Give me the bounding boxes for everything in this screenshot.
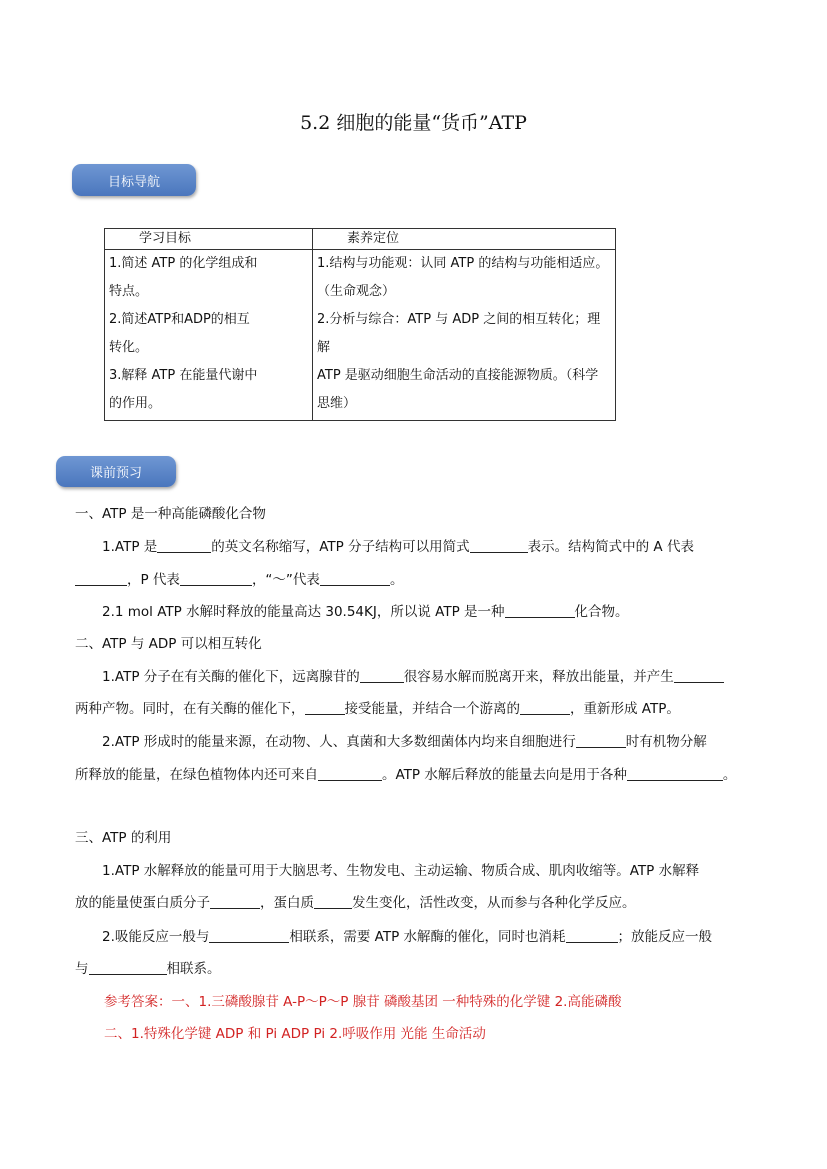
fill-blank[interactable] <box>566 928 618 943</box>
section-3-para-2: 2.吸能反应一般与 相联系，需要 ATP 水解酶的催化，同时也消耗 ；放能反应一般 <box>102 929 713 945</box>
goal-line: 的作用。 <box>109 396 162 411</box>
table-header-literacy: 素养定位 <box>313 229 616 250</box>
section-3-heading: 三、ATP 的利用 <box>75 830 172 846</box>
literacy-line: （生命观念） <box>317 284 396 299</box>
fill-blank[interactable] <box>210 894 260 909</box>
fill-blank[interactable] <box>505 603 575 618</box>
literacy-line: 思维） <box>317 396 357 411</box>
goal-line: 特点。 <box>109 284 149 299</box>
section-3-para-1-cont: 放的能量使蛋白质分子 ，蛋白质 发生变化，活性改变，从而参与各种化学反应。 <box>75 895 636 911</box>
fill-blank[interactable] <box>674 668 724 683</box>
answer-line-2: 二、1.特殊化学键 ADP 和 Pi ADP Pi 2.呼吸作用 光能 生命活动 <box>104 1026 486 1042</box>
goal-nav-badge: 目标导航 <box>72 164 196 196</box>
section-1-para-1-cont: ，P 代表 ，“～”代表 。 <box>75 568 765 588</box>
fill-blank[interactable] <box>75 571 127 586</box>
goal-line: 转化。 <box>109 340 149 355</box>
fill-blank[interactable] <box>89 960 167 975</box>
table-header-goals: 学习目标 <box>105 229 313 250</box>
table-row <box>105 250 616 421</box>
section-1-para-2: 2.1 mol ATP 水解时释放的能量高达 30.54KJ，所以说 ATP 是一种 化合物。 <box>102 604 629 620</box>
fill-blank[interactable] <box>627 766 723 781</box>
fill-blank[interactable] <box>520 700 570 715</box>
section-2-para-1: 1.ATP 分子在有关酶的催化下，远离腺苷的 很容易水解而脱离开来，释放出能量，并产生 <box>102 665 792 685</box>
fill-blank[interactable] <box>314 894 352 909</box>
goals-table <box>104 228 616 421</box>
fill-blank[interactable] <box>157 538 211 553</box>
section-2-para-2-cont: 所释放的能量，在绿色植物体内还可来自 。ATP 水解后释放的能量去向是用于各种 。 <box>75 767 737 783</box>
fill-blank[interactable] <box>180 571 252 586</box>
literacy-cell <box>313 250 616 421</box>
section-2-para-2: 2.ATP 形成时的能量来源，在动物、人、真菌和大多数细菌体内均来自细胞进行 时有机物分解 <box>102 734 707 750</box>
fill-blank[interactable] <box>305 700 345 715</box>
section-1-para-1: 1.ATP 是 的英文名称缩写，ATP 分子结构可以用简式 表示。结构简式中的 A 代表 <box>102 539 694 555</box>
table-header-row <box>105 229 616 250</box>
section-2-para-1-cont: 两种产物。同时，在有关酶的催化下， 接受能量，并结合一个游离的 ，重新形成 ATP。 <box>75 701 680 717</box>
literacy-line: ATP 是驱动细胞生命活动的直接能源物质。（科学 <box>317 368 599 383</box>
fill-blank[interactable] <box>470 538 528 553</box>
answer-line-1: 参考答案：一、1.三磷酸腺苷 A-P～P～P 腺苷 磷酸基团 一种特殊的化学键 2.高能磷酸 <box>104 994 622 1010</box>
section-1-heading: 一、ATP 是一种高能磷酸化合物 <box>75 506 266 522</box>
section-2-heading: 二、ATP 与 ADP 可以相互转化 <box>75 636 262 652</box>
fill-blank[interactable] <box>318 766 382 781</box>
literacy-line: 2.分析与综合：ATP 与 ADP 之间的相互转化；理解 <box>317 312 601 355</box>
goal-line: 1.简述 ATP 的化学组成和 <box>109 256 258 271</box>
literacy-line: 1.结构与功能观：认同 ATP 的结构与功能相适应。 <box>317 256 609 271</box>
fill-blank[interactable] <box>320 571 390 586</box>
fill-blank[interactable] <box>360 668 404 683</box>
section-3-para-2-cont: 与 相联系。 <box>75 961 221 977</box>
page-title: 5.2 细胞的能量“货币”ATP <box>300 112 527 134</box>
section-3-para-1: 1.ATP 水解释放的能量可用于大脑思考、生物发电、主动运输、物质合成、肌肉收缩等。ATP 水解释 <box>102 863 700 879</box>
goal-line: 2.简述ATP和ADP的相互 <box>109 312 250 327</box>
fill-blank[interactable] <box>209 928 289 943</box>
goals-cell <box>105 250 313 421</box>
fill-blank[interactable] <box>576 733 626 748</box>
goal-line: 3.解释 ATP 在能量代谢中 <box>109 368 258 383</box>
preview-badge: 课前预习 <box>56 456 176 487</box>
